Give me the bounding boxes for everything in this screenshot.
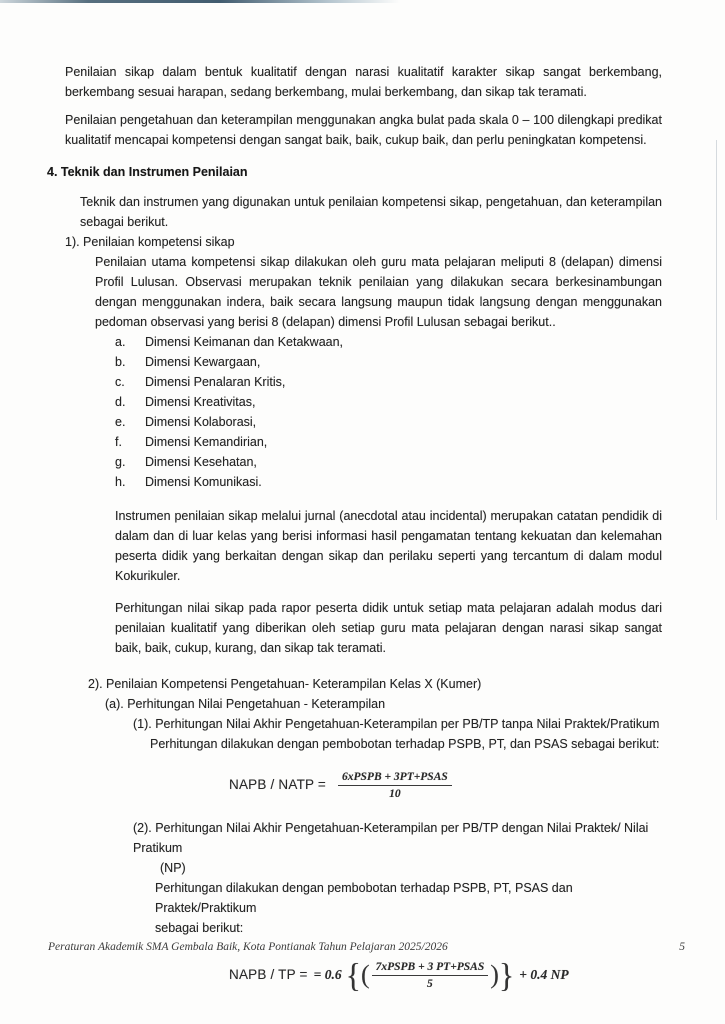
sub-item-a-label: (a). Perhitungan Nilai Pengetahuan - Keterampilan bbox=[105, 697, 386, 711]
list-item-letter: h. bbox=[115, 475, 126, 489]
close-brace: } bbox=[498, 956, 515, 994]
open-paren: ( bbox=[360, 960, 370, 989]
calc-2-title: (2). Perhitungan Nilai Akhir Pengetahuan-Keterampilan per PB/TP dengan Nilai Praktek/ Nilai Pratikum bbox=[133, 821, 649, 855]
list-item-label: Dimensi Kemandirian, bbox=[145, 435, 268, 449]
fraction-denominator: 10 bbox=[389, 787, 401, 800]
close-paren: ) bbox=[490, 960, 499, 989]
section-heading: 4. Teknik dan Instrumen Penilaian bbox=[47, 165, 248, 179]
list-item-letter: b. bbox=[115, 355, 126, 369]
formula-napb-tp bbox=[229, 952, 662, 998]
page-number: 5 bbox=[679, 941, 685, 953]
paragraph-penilaian-pengetahuan: Penilaian pengetahuan dan keterampilan menggunakan angka bulat pada skala 0 – 100 dilengkapi predikat kualitatif mencapai kompetensi dengan sangat baik, baik, cukup baik, dan perlu peningkatan kompetensi. bbox=[65, 113, 662, 147]
item-1-body: Penilaian utama kompetensi sikap dilakukan oleh guru mata pelajaran meliputi 8 (delapan) dimensi Profil Lulusan. Observasi merupakan teknik penilaian yang dilakukan secara berkesinambungan dengan menggunakan indera, baik secara langsung maupun tidak langsung dengan menggunakan pedoman observasi yang berisi 8 (delapan) dimensi Profil Lulusan sebagai berikut.. bbox=[95, 255, 662, 329]
list-item-label: Dimensi Kreativitas, bbox=[145, 395, 256, 409]
modus-note: Perhitungan nilai sikap pada rapor peserta didik untuk setiap mata pelajaran adalah modus dari penilaian kualitatif yang diberikan oleh setiap guru mata pelajaran dengan narasi sikap sangat baik, baik, cukup, kurang, dan sikap tak teramati. bbox=[115, 601, 662, 655]
list-item-label: Dimensi Kewargaan, bbox=[145, 355, 261, 369]
fraction-denominator: 5 bbox=[427, 977, 433, 990]
list-item-letter: d. bbox=[115, 395, 126, 409]
list-item-letter: g. bbox=[115, 455, 126, 469]
formula-coefficient: = 0.6 bbox=[313, 967, 342, 982]
list-item bbox=[115, 392, 662, 412]
list-item bbox=[115, 452, 662, 472]
calc-2-description-line-1: Perhitungan dilakukan dengan pembobotan terhadap PSPB, PT, PSAS dan Praktek/Praktikum bbox=[155, 881, 573, 915]
fraction bbox=[372, 960, 489, 991]
calc-1-description: Perhitungan dilakukan dengan pembobotan terhadap PSPB, PT, dan PSAS sebagai berikut: bbox=[150, 737, 660, 751]
list-item-letter: a. bbox=[115, 335, 126, 349]
formula-napb-natp bbox=[229, 766, 662, 804]
list-item-label: Dimensi Komunikasi. bbox=[145, 475, 262, 489]
list-item-label: Dimensi Keimanan dan Ketakwaan, bbox=[145, 335, 344, 349]
fraction-numerator: 7xPSPB + 3 PT+PSAS bbox=[372, 960, 489, 976]
list-item bbox=[115, 432, 662, 452]
fraction bbox=[338, 770, 452, 801]
list-item-2-label: 2). Penilaian Kompetensi Pengetahuan- Keterampilan Kelas X (Kumer) bbox=[88, 677, 482, 691]
list-item bbox=[115, 412, 662, 432]
list-item-1-label: 1). Penilaian kompetensi sikap bbox=[65, 235, 235, 249]
footer-text: Peraturan Akademik SMA Gembala Baik, Kota Pontianak Tahun Pelajaran 2025/2026 bbox=[48, 941, 448, 953]
list-item-label: Dimensi Kesehatan, bbox=[145, 455, 257, 469]
dimension-list bbox=[115, 332, 662, 492]
journal-note: Instrumen penilaian sikap melalui jurnal (anecdotal atau incidental) merupakan catatan pendidik di dalam dan di luar kelas yang berisi informasi hasil pengamatan tentang kekuatan dan kelemahan peserta didik yang berkaitan dengan sikap dan perilaku seperti yang tercantum di dalam modul Kokurikuler. bbox=[115, 509, 662, 583]
list-item-label: Dimensi Penalaran Kritis, bbox=[145, 375, 286, 389]
list-item-letter: e. bbox=[115, 415, 126, 429]
calc-2-title-np: (NP) bbox=[160, 861, 186, 875]
open-brace: { bbox=[345, 956, 361, 994]
list-item bbox=[115, 372, 662, 392]
list-item bbox=[115, 472, 662, 492]
list-item-letter: f. bbox=[115, 435, 122, 449]
fraction-numerator: 6xPSPB + 3PT+PSAS bbox=[338, 770, 452, 786]
list-item-label: Dimensi Kolaborasi, bbox=[145, 415, 257, 429]
calc-1-title: (1). Perhitungan Nilai Akhir Pengetahuan-Keterampilan per PB/TP tanpa Nilai Praktek/Pratikum bbox=[133, 717, 660, 731]
paragraph-penilaian-sikap: Penilaian sikap dalam bentuk kualitatif dengan narasi kualitatif karakter sikap sangat berkembang, berkembang sesuai harapan, sedang berkembang, mulai berkembang, dan sikap tak teramati. bbox=[65, 65, 662, 99]
list-item-letter: c. bbox=[115, 375, 125, 389]
list-item bbox=[115, 332, 662, 352]
formula-tail: + 0.4 NP bbox=[519, 967, 569, 982]
section-lead: Teknik dan instrumen yang digunakan untuk penilaian kompetensi sikap, pengetahuan, dan keterampilan sebagai berikut. bbox=[80, 195, 662, 229]
list-item bbox=[115, 352, 662, 372]
calc-2-description-line-2: sebagai berikut: bbox=[155, 921, 244, 935]
formula-lhs: NAPB / NATP = bbox=[229, 777, 327, 792]
page-footer bbox=[48, 941, 685, 953]
formula-lhs: NAPB / TP = bbox=[229, 967, 308, 982]
